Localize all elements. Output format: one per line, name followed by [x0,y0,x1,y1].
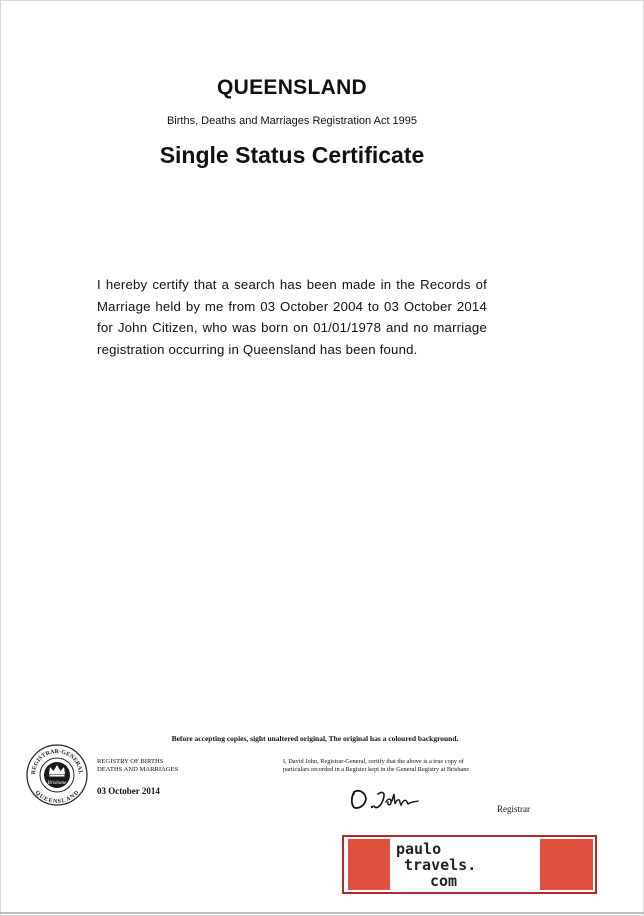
issue-date: 03 October 2014 [97,786,160,796]
registry-line-1: REGISTRY OF BIRTHS [97,758,164,765]
seal-top-text: REGISTRAR-GENERAL [30,748,84,775]
bottom-rule [0,912,644,914]
registrar-signature [346,786,428,814]
act-reference: Births, Deaths and Marriages Registration Act 1995 [166,115,418,127]
authenticity-notice: Before accepting copies, sight unaltered original, The original has a coloured background. [171,734,459,743]
watermark-line-2: travels. [404,856,477,874]
certificate-title: Single Status Certificate [159,142,425,168]
registrar-seal [26,744,88,806]
registry-name [97,758,178,774]
watermark-band-right [540,839,593,890]
registry-line-2: DEATHS AND MARRIAGES [97,766,179,773]
registrar-certification: I, David John, Registrar-General, certify that the above is a true copy of particulars recorded in a Register kept in the General Registry at Brisbane [283,758,470,773]
watermark-logo [342,835,597,894]
seal-center-text: Brisbane [47,780,67,786]
watermark-band-left [348,839,390,890]
certificate-body: I hereby certify that a search has been made in the Records of Marriage held by me from 03 October 2004 to 03 October 2014 for John Citizen, who was born on 01/01/1978 and no marriage registration occurring in Queensland has been found. [97,277,487,357]
watermark-line-1: paulo [396,840,442,858]
state-title: QUEENSLAND [216,76,367,99]
watermark-line-3: com [430,872,458,890]
registrar-label: Registrar [497,804,530,814]
seal-bottom-text: QUEENSLAND [33,789,81,806]
watermark-text [396,841,546,889]
